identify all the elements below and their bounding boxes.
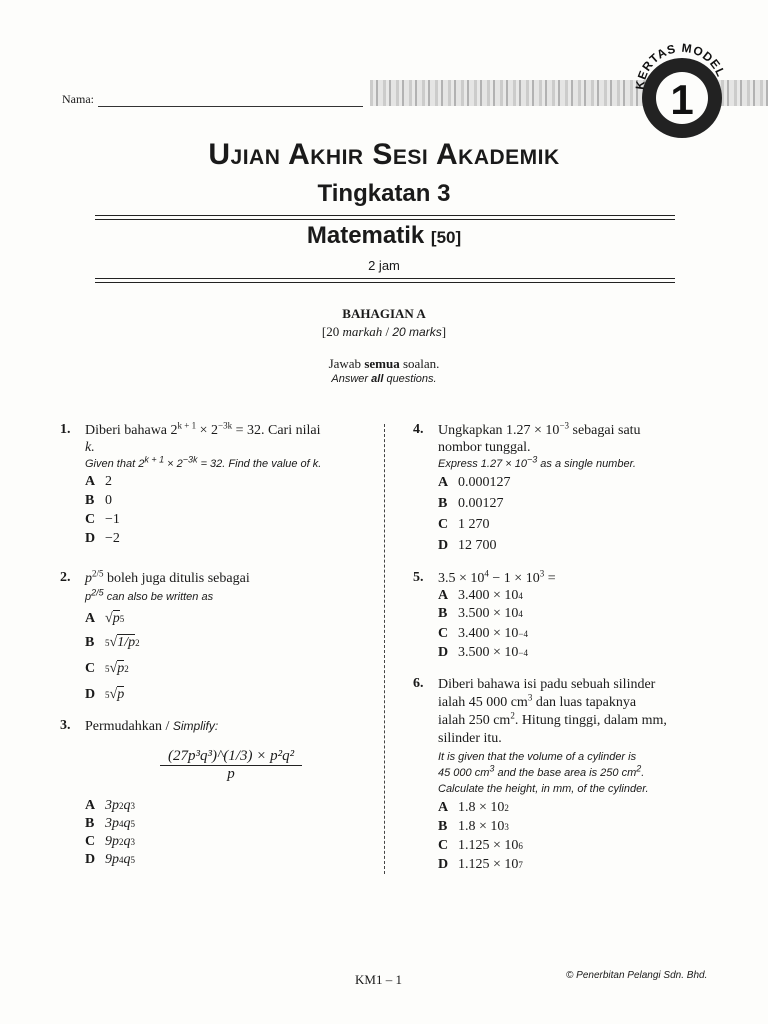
q4-option-d[interactable]: D 12 700 [438,538,497,553]
instruction-en: Answer all questions. [331,373,437,385]
badge-arc-text: KERTAS MODEL [632,40,729,91]
q3-option-b[interactable]: B 3p 4 q 5 [85,816,135,831]
q4-text-en: Express $1.27 \times 10^{-3}$ as a single number. [438,454,636,470]
q2-option-d[interactable]: D 5 √ p [85,687,125,702]
q6-option-d[interactable]: D 1.125 × 10 7 [438,857,523,872]
page-code: KM1 – 1 [355,972,402,987]
name-label: Nama: [62,92,94,106]
q3-option-d[interactable]: D 9p 4 q 5 [85,852,135,867]
q4-number: 4. [413,422,424,437]
q1-option-c[interactable]: C −1 [85,512,120,527]
q4-option-b[interactable]: B 0.00127 [438,496,504,511]
q4-text-ms: Ungkapkan $1.27 \times 10^{-3}$ sebagai satu nombor tunggal. [438,420,641,455]
q2-option-b[interactable]: B 5 √ 1/p 2 [85,635,140,650]
q1-number: 1. [60,422,71,437]
q5-text: $3.5 \times 10^4 - 1 \times 10^3$ = [438,568,556,586]
exam-form: Tingkatan 3 [317,180,451,207]
q3-expression [160,748,302,783]
q5-option-a[interactable]: A 3.400 × 10 4 [438,588,523,603]
q2-number: 2. [60,570,71,585]
exam-duration: 2 jam [368,258,400,273]
section-marks: [20 markah / 20 marks] [321,324,447,339]
q1-option-d[interactable]: D −2 [85,531,120,546]
subject-line [0,222,768,250]
q6-number: 6. [413,676,424,691]
q6-option-c[interactable]: C 1.125 × 10 6 [438,838,523,853]
q3-text: Permudahkan / Simplify: [85,719,219,734]
q2-text-en: $p^{2/5}$ can also be written as [85,587,214,603]
badge-number: 1 [670,76,694,123]
q1-option-b[interactable]: B 0 [85,493,112,508]
q3-expression-denominator: p [227,766,235,782]
column-divider [384,424,385,874]
kertas-model-badge [612,28,752,138]
q4-option-c[interactable]: C 1 270 [438,517,490,532]
q3-number: 3. [60,718,71,733]
rule-bottom-2 [95,282,675,283]
q6-option-b[interactable]: B 1.8 × 10 3 [438,819,509,834]
rule-bottom-1 [95,278,675,279]
instruction-ms: Jawab semua soalan. [328,356,440,371]
q2-text-ms: $p^{2/5}$ boleh juga ditulis sebagai [85,568,250,586]
publisher-credit: © Penerbitan Pelangi Sdn. Bhd. [566,970,708,981]
q6-text-en: It is given that the volume of a cylinder is 45 000 $cm^3$ and the base area is 250 $cm^2$. Calculate the height, in mm, of the cylinder. [438,751,649,795]
q2-option-c[interactable]: C 5 √ p 2 [85,661,129,676]
q5-option-c[interactable]: C 3.400 × 10 −4 [438,626,528,641]
q3-option-c[interactable]: C 9p 2 q 3 [85,834,135,849]
q5-option-d[interactable]: D 3.500 × 10 −4 [438,645,528,660]
q1-text-ms: Diberi bahawa $2^{k + 1} \times 2^{-3k} = 32$. Cari nilai k. [85,420,321,455]
rule-top-2 [95,219,675,220]
name-field-row [62,92,363,107]
q6-text-ms: Diberi bahawa isi padu sebuah silinder ialah 45 000 $cm^3$ dan luas tapaknya ialah 250 $cm^2$. Hitung tinggi, dalam mm, silinder itu. [438,677,667,746]
q4-option-a[interactable]: A 0.000127 [438,475,511,490]
q3-option-a[interactable]: A 3p 2 q 3 [85,798,135,813]
q1-text-en: Given that $2^{k + 1} \times 2^{-3k} = 32$. Find the value of k. [85,454,322,470]
q1-option-a[interactable]: A 2 [85,474,112,489]
name-line [98,95,363,107]
subject-name: Matematik [306,222,425,249]
rule-top-1 [95,215,675,216]
section-heading: BAHAGIAN A [342,306,426,321]
q6-option-a[interactable]: A 1.8 × 10 2 [438,800,509,815]
subject-marks: [50] [430,228,462,247]
q2-option-a[interactable]: A √ p 5 [85,611,125,626]
q5-option-b[interactable]: B 3.500 × 10 4 [438,606,523,621]
exam-title: Ujian Akhir Sesi Akademik [208,138,560,171]
q5-number: 5. [413,570,424,585]
q3-expression-numerator: (27p³q³)^(1/3) × p²q² [160,748,302,766]
